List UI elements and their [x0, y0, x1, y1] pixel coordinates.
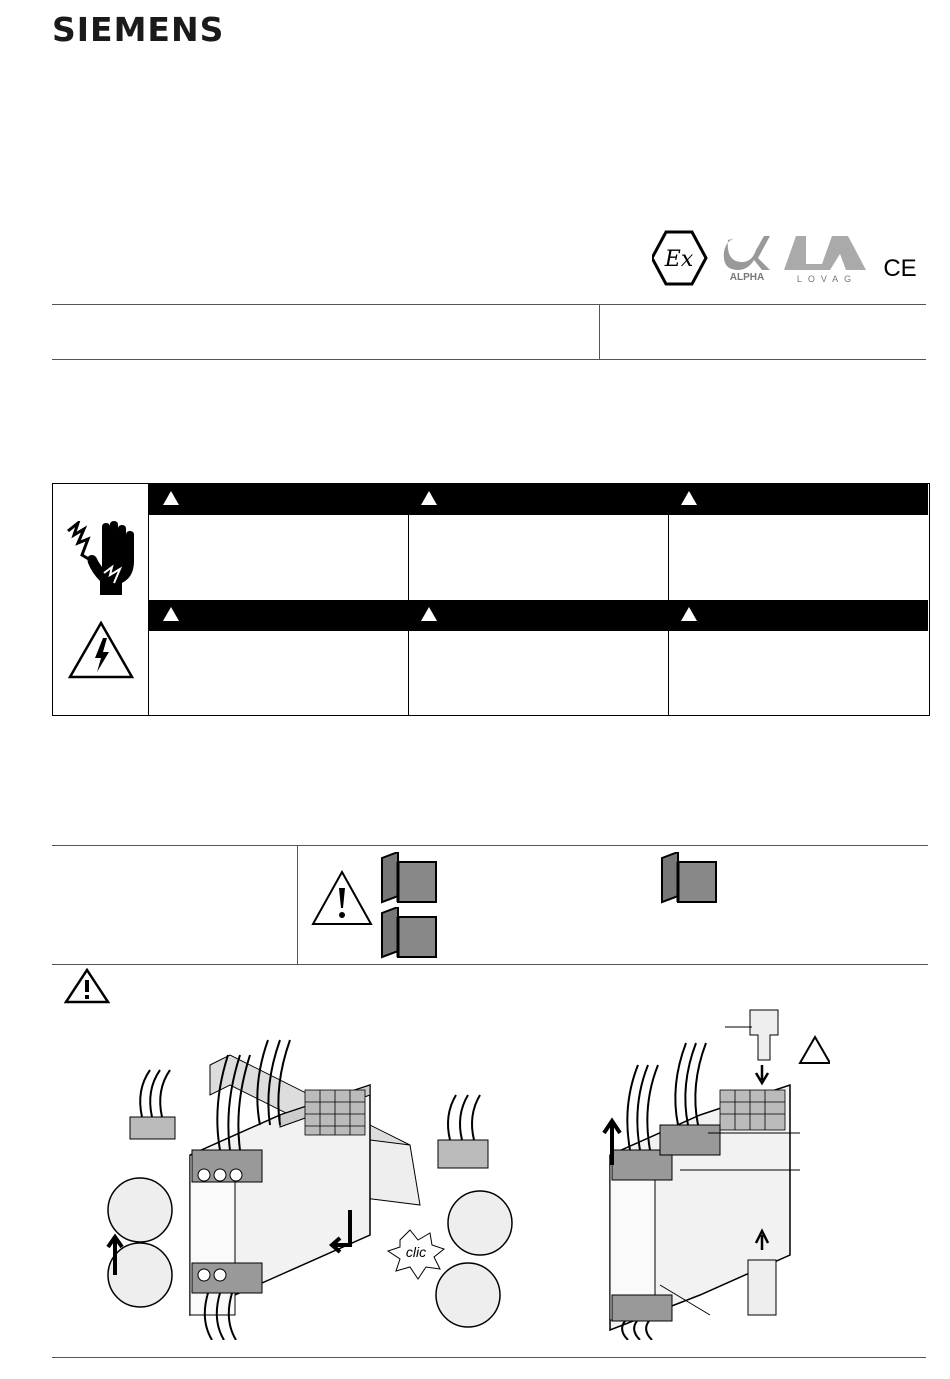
lovag-icon [784, 236, 866, 284]
alpha-icon [724, 236, 770, 283]
svg-text:LOVAG: LOVAG [796, 274, 858, 284]
installation-illustration [100, 1035, 540, 1340]
electric-shock-hand-icon [64, 521, 140, 597]
manual-book-icon [380, 907, 438, 959]
manual-book-icon [380, 852, 438, 904]
brand-logo: SIEMENS [52, 10, 225, 49]
footer-rule [52, 1357, 926, 1358]
warning-header-row-2 [149, 600, 928, 631]
section-top-rule [52, 845, 928, 846]
high-voltage-icon [67, 620, 135, 680]
terminal-removal-illustration [600, 1005, 830, 1340]
warning-triangle-icon [163, 491, 179, 505]
warning-triangle-icon [163, 607, 179, 621]
title-bottom-rule [52, 359, 926, 360]
warning-triangle-icon [681, 607, 697, 621]
title-top-rule [52, 304, 926, 305]
svg-text:Ex: Ex [664, 247, 694, 272]
warning-column-divider [668, 483, 669, 715]
warning-header-row-1 [149, 484, 928, 515]
ce-icon [883, 255, 916, 282]
warning-triangle-icon [421, 607, 437, 621]
manual-book-icon [660, 852, 718, 904]
section-bottom-rule [52, 964, 928, 965]
svg-text:clic: clic [405, 1244, 427, 1260]
svg-text:ALPHA: ALPHA [729, 272, 765, 283]
warning-triangle-icon [681, 491, 697, 505]
title-divider [599, 304, 600, 359]
warning-triangle-icon [421, 491, 437, 505]
warning-column-divider [408, 483, 409, 715]
warning-icon-column-divider [148, 483, 149, 715]
svg-text:CE: CE [883, 255, 917, 282]
ex-icon [652, 232, 706, 284]
warning-triangle-icon [311, 870, 373, 926]
certification-marks [652, 230, 922, 288]
section-divider [297, 845, 298, 964]
warning-triangle-icon [64, 968, 110, 1004]
